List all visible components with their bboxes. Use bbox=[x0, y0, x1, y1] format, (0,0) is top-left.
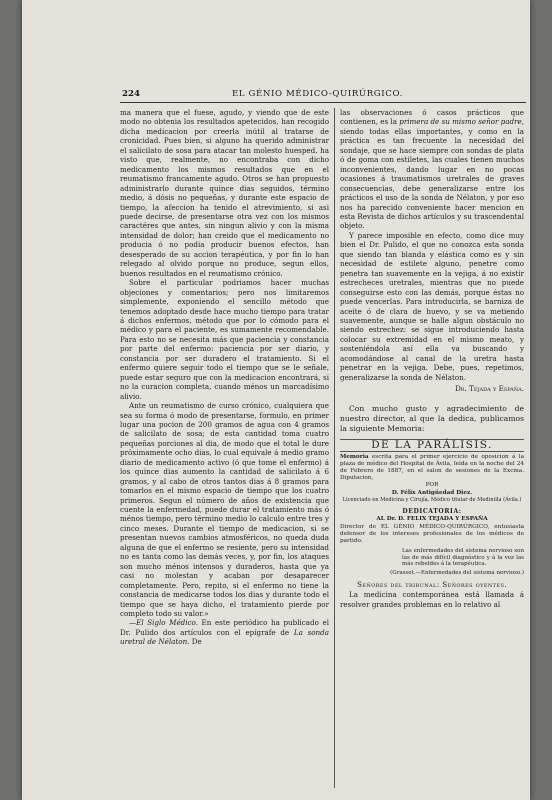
page-header bbox=[120, 88, 526, 103]
publication-note: Con mucho gusto y agradecimiento de nuestro director, al que la dedica, publicamos la siguiente Memoria: bbox=[340, 403, 524, 433]
right-paragraph-final: La medicina contemporánea está llamada á resolver grandes problemas en lo relativo al bbox=[340, 590, 524, 609]
right-paragraph-1 bbox=[340, 108, 524, 231]
memoria-text: escrita para el primer ejercicio de oposicion á la plaza de médico del Hospital de Ávila, leida en la noche del 24 de Febrero de 1887, en el salon de sesiones de la Excma. Diputacion, bbox=[340, 454, 524, 482]
author-name: D. Félix Antigüedad Diez. bbox=[391, 489, 473, 496]
right-p1-text-b: , siendo todas ellas importantes, y como en la práctica es tan frecuente la necesidad del sondaje, que se hace siempre con sondas de plata ó de goma con estiletes, las cuales tienen muchos inconvenientes, dando lugar en no pocas ocasiones á traumatismos uretrales de graves consecuencias, debe generalizarse entre los prácticos el uso de la sonda de Nélaton, y por eso nos ha parecido conveniente hacer mencion en esta Revista de dichos artículos y su trascendental objeto. bbox=[340, 117, 524, 231]
dedicatoria-recipient: AL Dr. D. FELIX TEJADA Y ESPAÑA bbox=[376, 516, 488, 523]
memoria-description bbox=[340, 454, 524, 482]
article-title: La sonda uretral de Nélaton. bbox=[120, 627, 329, 647]
newspaper-page bbox=[22, 0, 530, 800]
author-signature: Dr. Tejada y España. bbox=[455, 384, 524, 394]
dedicatoria-heading: DEDICATORIA: bbox=[402, 508, 462, 516]
paragraph-4-text-a: En este periódico ha publicado el Dr. Pulido dos artículos con el epígrafe de bbox=[120, 618, 329, 637]
paragraph-4-text-b: De bbox=[189, 637, 202, 647]
page-number: 224 bbox=[122, 89, 140, 99]
epigraph-source: (Grasset.—Enfermedades del sistema nervioso.) bbox=[390, 570, 524, 577]
right-paragraph-2: Y parece imposible en efecto, como dice muy bien el Dr. Pulido, el que no conozca esta sonda que siendo tan blanda y elástica como es y sin necesidad de estilete alguno, penetre como penetra tan suavemente en la vejiga, á no existir estrecheces uretrales, mientras que no puede conseguirse esto con las demás, porque éstas no puede vencerlas. Para introducirla, se barniza de aceite ó de clara de huevo, y se va metiendo suavemente, aunque se halle algun obstáculo no siendo estrechez: se sigue introduciendo hasta colocar su extremidad en el mismo meato, y sosteniéndola así ella va buscando y acomodándose al canal de la uretra hasta penetrar en la vejiga. Debe, pues, repetimos, generalizarse la sonda de Nélaton. bbox=[340, 230, 524, 382]
left-paragraph-2: Sobre el particular podriamos hacer muchas objeciones y comentarios; pero nos limitaremos simplemente, exponiendo el sencillo método que tenemos adoptado desde hace mucho tiempo para tratar á dichos enfermos, método que por lo cómodo para el médico y para el paciente, es sumamente recomendable. Para esto no se necesita más que paciencia y constancia por parte del enfermo: paciencia por ser diario, y constancia por ser duradero el tratamiento. Si el enfermo quiere seguir todo el tiempo que se le señale, puede estar seguro que con la medicacion encontrará, si no la curacion completa, cuando ménos un marcadísimo alivio. bbox=[120, 278, 329, 401]
left-paragraph-1: ma manera que el fuese, agudo, y viendo que de este modo no obtenia los resultados apetecidos, han recogido dicha medicacion por creerla inútil al tratarse de cronicidad. Pues bien, si alguno ha querido administrar el salicilato de sosa para atacar tan molesto huesped, ha visto que, realmente, no encontraba con dicho medicamento los mismos resultados que en el reumatismo francamente agudo. Otros se han propuesto administrarlo durante quince dias seguidos, término medio, á dósis no pequeñas, y durante este espacio de tiempo, la afeccion ha tenido el atrevimiento, si asi puede decirse, de presentarse otra vez con los mismos caractéres que antes, sin ningun alivio y con la misma intensidad de dolor; han creido que el medicamento no producia ó no podia producir buenos efectos, han desesperado de su accion terapéutica, y por fin lo han relegado al olvido porque no produce, segun ellos, buenos resultados en el reumatismo crónico. bbox=[120, 108, 329, 278]
por-label: POR bbox=[425, 482, 439, 489]
column-divider bbox=[334, 108, 335, 788]
right-p1-italic: primera de su mismo señor padre bbox=[399, 117, 522, 127]
left-paragraph-3: Ante un reumatismo de curso crónico, cualquiera que sea su forma ó modo de presentarse, formulo, en primer lugar una pocion de 200 gramos de agua con 4 gramos de salicilato de sosa; de esta cantidad toma cuatro pequeñas porciones al dia, de modo que el total le dure próximamente ocho dias, lo cual equivale á medio gramo diario de medicamento activo (ó que tome el enfermo) á los quince dias aumento la cantidad de salicilato á 6 gramos, y al cabo de otros tantos dias á 8 gramos para tomarlos en el mismo espacio de tiempo que los cuatro primeros. Segun el número de años de existencia que cuente la enfermedad, puede durar el tratamiento más ó ménos tiempo, pero término medio lo calculo entre tres y cinco meses. Durante el tiempo de medicacion, si se presentan nuevos cambios atmosféricos, no queda duda alguna de que el enfermo se resiente, pero su intensidad no es tanta como las demás veces, y, por fin, los ataques son mucho ménos intensos y duraderos, hasta que ya casi no molestan y acaban por desaparecer completamente. Pero, repito, si el enfermo no tiene la constancia de medicarse todos los dias y durante todo el tiempo que se haya dicho, el tratamiento pierde por completo todo su valor.» bbox=[120, 401, 329, 619]
epigraph-quote: Las enfermedades del sistema nervioso son las de más difícil diagnóstico y á la vez las más rebeldes á la terapéutica. bbox=[402, 547, 524, 568]
right-column bbox=[340, 108, 524, 609]
dedicatoria-text: Director de EL GÉNIO MÉDICO-QUIRÚRGICO, entusiasta defensor de los intereses profesionales de los médicos de partido. bbox=[340, 523, 524, 544]
left-paragraph-4 bbox=[120, 618, 329, 646]
section-title: DE LA PARÁLISIS. bbox=[340, 439, 524, 452]
journal-name: —El Siglo Médico. bbox=[129, 618, 198, 628]
running-title: EL GÉNIO MÉDICO-QUIRÚRGICO. bbox=[232, 89, 403, 99]
salutation: Señores del tribunal: Señores oyentes. bbox=[357, 580, 507, 590]
right-p1-text-a: las observaciones ó casos prácticos que contienen, es la bbox=[340, 108, 524, 127]
memoria-label: Memoria bbox=[340, 454, 369, 461]
left-column bbox=[120, 108, 329, 647]
author-credentials: Licenciado en Medicina y Cirujía, Médico titular de Medinilla (Ávila.) bbox=[342, 496, 522, 503]
